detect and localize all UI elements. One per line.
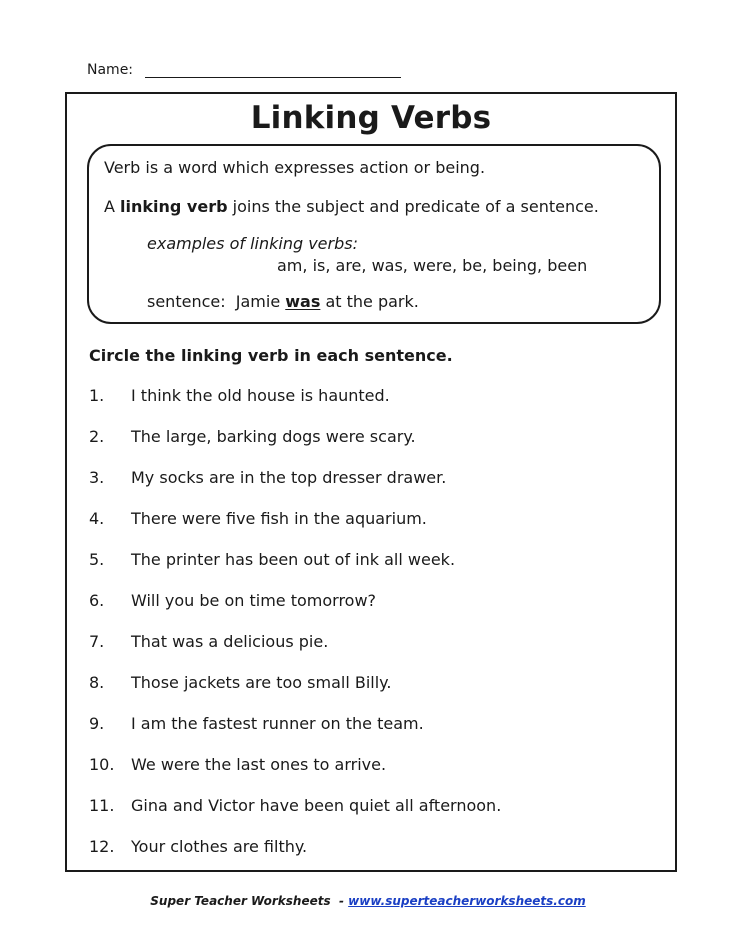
item-number: 5.: [89, 550, 105, 569]
linking-def-prefix: A: [104, 197, 121, 216]
footer-brand: Super Teacher Worksheets -: [150, 894, 349, 908]
item-sentence[interactable]: There were five fish in the aquarium.: [131, 509, 427, 528]
item-number: 11.: [89, 796, 115, 815]
item-number: 9.: [89, 714, 105, 733]
item-number: 2.: [89, 427, 105, 446]
definition-box: [87, 144, 661, 324]
sentence-prefix: sentence: Jamie: [147, 292, 286, 311]
item-sentence[interactable]: Those jackets are too small Billy.: [131, 673, 392, 692]
item-number: 1.: [89, 386, 105, 405]
item-sentence[interactable]: Gina and Victor have been quiet all afternoon.: [131, 796, 502, 815]
item-number: 4.: [89, 509, 105, 528]
item-number: 8.: [89, 673, 105, 692]
item-sentence[interactable]: The large, barking dogs were scary.: [131, 427, 416, 446]
item-sentence[interactable]: My socks are in the top dresser drawer.: [131, 468, 447, 487]
example-sentence: [147, 292, 419, 311]
item-sentence[interactable]: I am the fastest runner on the team.: [131, 714, 424, 733]
footer: [0, 894, 736, 908]
examples-label: examples of linking verbs:: [147, 234, 358, 253]
item-sentence[interactable]: The printer has been out of ink all week.: [131, 550, 456, 569]
item-number: 12.: [89, 837, 115, 856]
item-sentence[interactable]: Will you be on time tomorrow?: [131, 591, 377, 610]
linking-verb-definition: [104, 197, 599, 216]
item-number: 6.: [89, 591, 105, 610]
item-number: 10.: [89, 755, 115, 774]
item-number: 3.: [89, 468, 105, 487]
page-title: Linking Verbs: [250, 100, 492, 136]
item-sentence[interactable]: Your clothes are filthy.: [131, 837, 308, 856]
item-sentence[interactable]: We were the last ones to arrive.: [131, 755, 387, 774]
item-number: 7.: [89, 632, 105, 651]
name-label: Name:: [87, 62, 134, 78]
linking-def-suffix: joins the subject and predicate of a sentence.: [227, 197, 599, 216]
definition-text: Verb is a word which expresses action or being.: [104, 158, 486, 177]
sentence-verb: was: [285, 292, 321, 311]
name-blank-line[interactable]: [145, 63, 401, 78]
worksheet-frame: [65, 92, 677, 872]
linking-verb-term: linking verb: [120, 197, 228, 216]
sentence-suffix: at the park.: [320, 292, 419, 311]
examples-list: am, is, are, was, were, be, being, been: [277, 256, 588, 275]
footer-link[interactable]: www.superteacherworksheets.com: [348, 894, 586, 908]
item-sentence[interactable]: That was a delicious pie.: [131, 632, 329, 651]
item-sentence[interactable]: I think the old house is haunted.: [131, 386, 390, 405]
name-field-row: [87, 62, 401, 78]
instructions: Circle the linking verb in each sentence.: [89, 346, 453, 365]
